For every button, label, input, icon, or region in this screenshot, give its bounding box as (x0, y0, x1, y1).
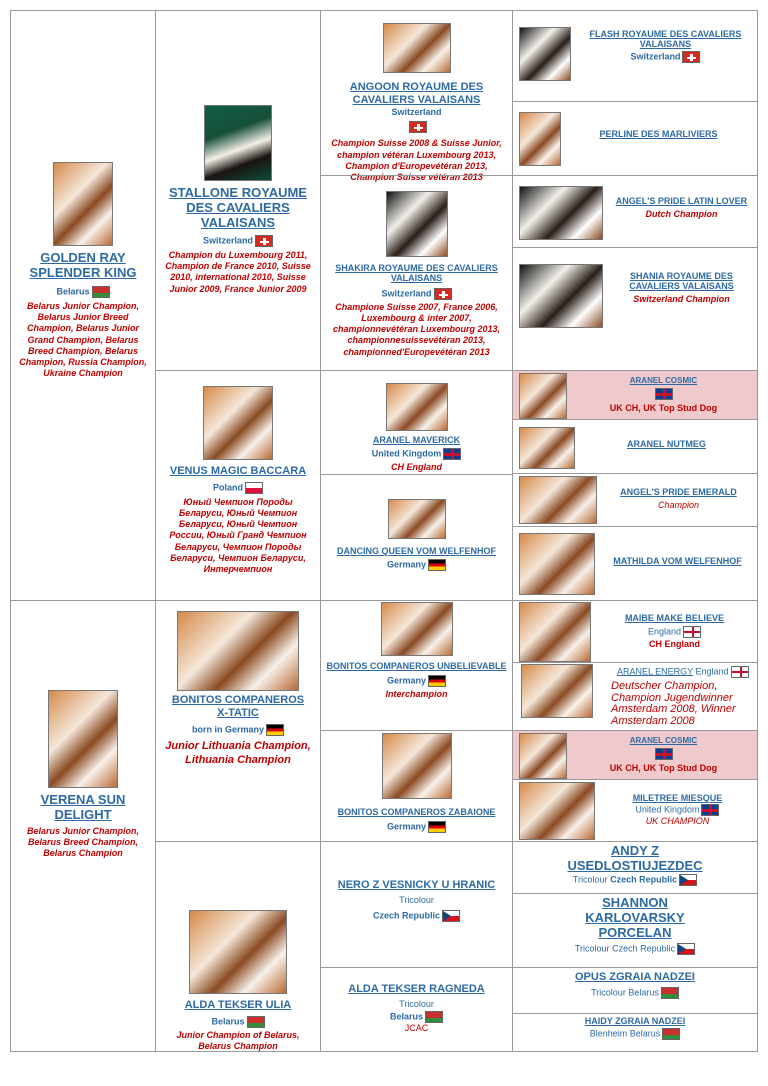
dog-photo (519, 373, 567, 419)
uk-flag-icon (443, 448, 461, 460)
country-label: Switzerland (202, 235, 253, 246)
color-label: Blenheim (589, 1028, 628, 1039)
dog-name-link[interactable]: SHANNON KARLOVARSKY PORCELAN (585, 895, 685, 940)
col4-cell-3 (512, 175, 758, 248)
col4-cell-13 (512, 841, 758, 894)
dog-photo (53, 162, 113, 246)
color-label: Tricolour (399, 894, 434, 905)
country-label: United Kingdom (371, 448, 442, 459)
country-label: Germany (386, 821, 427, 832)
dog-photo (386, 191, 448, 257)
col3-cell-6 (320, 730, 513, 842)
dog-name-link[interactable]: ALDA TEKSER RAGNEDA (348, 983, 485, 995)
dog-name-link[interactable]: GOLDEN RAY SPLENDER KING (29, 250, 137, 280)
dog-name-link[interactable]: HAIDY ZGRAIA NADZEI (584, 1016, 686, 1026)
col1-cell-dam (10, 600, 156, 1052)
dog-name-link[interactable]: ALDA TEKSER ULIA (184, 999, 292, 1011)
titles-text: Switzerland Champion (633, 293, 730, 304)
color-label: Tricolour (591, 987, 626, 998)
country-label: Poland (212, 482, 243, 493)
titles-text: Юный Чемпион Породы Беларуси, Юный Чемпион Беларуси, Юный Чемпион России, Юный Гранд Чемпион Беларуси, Чемпион Породы Беларуси, Чемпион Беларуси, Интерчемпион (169, 496, 307, 575)
dog-name-link[interactable]: ANDY Z USEDLOSTIUJEZDEC (567, 843, 703, 873)
belarus-flag-icon (92, 286, 110, 298)
dog-photo (519, 186, 603, 240)
col3-cell-4 (320, 474, 513, 601)
dog-photo (203, 386, 273, 460)
dog-name-link[interactable]: ARANEL MAVERICK (372, 435, 461, 445)
england-flag-icon (731, 666, 749, 678)
titles-text: Champione Suisse 2007, France 2006, Luxembourg & inter 2007, championnevétéran Luxembourg 2013, championnesuissevétéran 2013, championned'Europevétéran 2013 (332, 301, 501, 357)
dog-name-link[interactable]: VERENA SUN DELIGHT (40, 792, 126, 822)
dog-photo (388, 499, 446, 539)
titles-text: Champion du Luxembourg 2011, Champion de France 2010, Suisse 2010, international 2010, Suisse Junior 2009, France Junior 2009 (165, 249, 311, 294)
titles-text: CH England (391, 462, 442, 473)
germany-flag-icon (428, 821, 446, 833)
germany-flag-icon (266, 724, 284, 736)
titles-text: Champion Suisse 2008 & Suisse Junior, champion vétéran Luxembourg 2013, Champion d'Europevétéran 2013, Champion Suisse vétéran 2013 (331, 138, 502, 183)
dog-photo (383, 23, 451, 73)
dog-name-link[interactable]: ARANEL ENERGY (617, 666, 694, 677)
col4-cell-11 (512, 730, 758, 780)
dog-name-link[interactable]: BONITOS COMPANEROS UNBELIEVABLE (326, 661, 507, 671)
titles-text: Deutscher Champion, Champion Jugendwinner Amsterdam 2008, Winner Amsterdam 2008 (611, 680, 736, 727)
dog-photo (519, 476, 597, 524)
country-label: Czech Republic (612, 943, 676, 954)
dog-photo (177, 611, 299, 691)
titles-text: CH England (648, 638, 700, 649)
dog-name-link[interactable]: OPUS ZGRAIA NADZEI (575, 971, 695, 983)
dog-photo (382, 733, 452, 799)
col4-cell-4 (512, 247, 758, 371)
titles-text: UK CHAMPION (645, 815, 710, 826)
dog-name-link[interactable]: SHANIA ROYAUME DES CAVALIERS VALAISANS (629, 271, 734, 292)
dog-photo (386, 383, 448, 431)
col3-cell-5 (320, 600, 513, 731)
color-label: Tricolour (574, 943, 610, 954)
col3-cell-2 (320, 175, 513, 371)
dog-photo (521, 664, 593, 718)
col3-cell-3 (320, 370, 513, 475)
country-label: Switzerland (381, 288, 432, 299)
dog-name-link[interactable]: MAIBE MAKE BELIEVE (624, 613, 724, 624)
titles-text: UK CH, UK Top Stud Dog (609, 402, 718, 413)
col2-cell-2 (155, 370, 321, 601)
country-label: Switzerland (391, 107, 442, 118)
switzerland-flag-icon (434, 288, 452, 300)
dog-photo (204, 105, 272, 181)
dog-photo (48, 690, 118, 788)
dog-name-link[interactable]: VENUS MAGIC BACCARA (169, 465, 307, 477)
dog-name-link[interactable]: ARANEL COSMIC (629, 375, 698, 385)
titles-text: Dutch Champion (645, 208, 718, 219)
col4-cell-16 (512, 1013, 758, 1052)
col4-cell-1 (512, 10, 758, 102)
col3-cell-7 (320, 841, 513, 968)
switzerland-flag-icon (409, 121, 427, 133)
col4-cell-14 (512, 893, 758, 968)
switzerland-flag-icon (255, 235, 273, 247)
titles-text: UK CH, UK Top Stud Dog (609, 762, 718, 773)
col4-cell-5 (512, 370, 758, 420)
titles-text: Junior Champion of Belarus, Belarus Champion (176, 1029, 300, 1051)
czech-flag-icon (677, 943, 695, 955)
dog-name-link[interactable]: ANGEL'S PRIDE EMERALD (620, 487, 737, 498)
titles-text: Belarus Junior Champion, Belarus Breed Champion, Belarus Champion (26, 825, 140, 859)
dog-photo (519, 427, 575, 469)
dog-photo (189, 910, 287, 994)
switzerland-flag-icon (682, 51, 700, 63)
country-label: United Kingdom (635, 803, 700, 814)
dog-name-link[interactable]: ARANEL COSMIC (629, 735, 698, 745)
belarus-flag-icon (662, 1028, 680, 1040)
titles-text: Champion (657, 499, 699, 510)
dog-name-link[interactable]: NERO Z VESNICKY U HRANIC (337, 879, 496, 891)
dog-name-link[interactable]: BONITOS COMPANEROS X-TATIC (171, 694, 305, 719)
dog-name-link[interactable]: ANGOON ROYAUME DES CAVALIERS VALAISANS (349, 81, 484, 106)
dog-name-link[interactable]: BONITOS COMPANEROS ZABAIONE (337, 807, 496, 817)
titles-text: Interchampion (385, 689, 448, 700)
dog-name-link[interactable]: FLASH ROYAUME DES CAVALIERS VALAISANS (589, 28, 742, 49)
col4-cell-2 (512, 101, 758, 176)
titles-text: Belarus Junior Champion, Belarus Junior Breed Champion, Belarus Junior Grand Champion, Belarus Breed Champion, Belarus Champion, Russia Champion, Ukraine Champion (19, 300, 147, 379)
country-label: Belarus (211, 1016, 245, 1027)
col4-cell-12 (512, 779, 758, 842)
england-flag-icon (683, 626, 701, 638)
col3-cell-8 (320, 967, 513, 1052)
titles-text: Junior Lithuania Champion, Lithuania Champion (165, 740, 311, 767)
col4-cell-8 (512, 526, 758, 601)
country-label: Belarus (628, 987, 659, 998)
col2-cell-4 (155, 841, 321, 1052)
dog-name-link[interactable]: DANCING QUEEN VOM WELFENHOF (337, 546, 496, 556)
dog-photo (519, 602, 591, 662)
dog-photo (519, 733, 567, 779)
col4-cell-7 (512, 473, 758, 527)
country-label: Germany (386, 675, 427, 686)
dog-name-link[interactable]: PERLINE DES MARLIVIERS (599, 128, 718, 139)
dog-photo (381, 602, 453, 656)
country-label: Czech Republic (372, 910, 440, 921)
dog-name-link[interactable]: STALLONE ROYAUME DES CAVALIERS VALAISANS (169, 185, 307, 230)
col2-cell-3 (155, 600, 321, 842)
czech-flag-icon (679, 874, 697, 886)
col4-cell-10 (512, 662, 758, 731)
color-label: Tricolour (399, 998, 434, 1009)
dog-photo (519, 782, 595, 840)
col1-cell-sire (10, 10, 156, 601)
belarus-flag-icon (425, 1011, 443, 1023)
uk-flag-icon (655, 748, 673, 760)
dog-photo (519, 264, 603, 328)
dog-name-link[interactable]: ANGEL'S PRIDE LATIN LOVER (615, 196, 748, 207)
germany-flag-icon (428, 675, 446, 687)
dog-name-link[interactable]: MATHILDA VOM WELFENHOF (613, 555, 742, 566)
country-label: Belarus (56, 286, 90, 297)
belarus-flag-icon (247, 1016, 265, 1028)
czech-flag-icon (442, 910, 460, 922)
country-label: Czech Republic (610, 874, 678, 885)
col4-cell-6 (512, 419, 758, 474)
poland-flag-icon (245, 482, 263, 494)
col2-cell-1 (155, 10, 321, 371)
dog-photo (519, 533, 595, 595)
country-label: England (695, 666, 729, 677)
uk-flag-icon (655, 388, 673, 400)
dog-name-link[interactable]: ARANEL NUTMEG (627, 439, 706, 450)
country-label: Germany (386, 559, 427, 570)
country-label: born in Germany (191, 724, 264, 735)
col4-cell-9 (512, 600, 758, 663)
country-label: Belarus (389, 1011, 424, 1022)
dog-photo (519, 27, 571, 81)
col4-cell-15 (512, 967, 758, 1014)
dog-name-link[interactable]: MILETREE MIESQUE (632, 793, 723, 804)
col3-cell-1 (320, 10, 513, 183)
country-label: Switzerland (630, 51, 681, 62)
country-label: Belarus (629, 1028, 661, 1039)
color-label: Tricolour (572, 874, 608, 885)
titles-text: JCAC (404, 1022, 429, 1033)
country-label: England (647, 625, 681, 636)
germany-flag-icon (428, 559, 446, 571)
uk-flag-icon (701, 804, 719, 816)
belarus-flag-icon (661, 987, 679, 999)
dog-photo (519, 112, 561, 166)
dog-name-link[interactable]: SHAKIRA ROYAUME DES CAVALIERS VALAISANS (335, 263, 498, 284)
